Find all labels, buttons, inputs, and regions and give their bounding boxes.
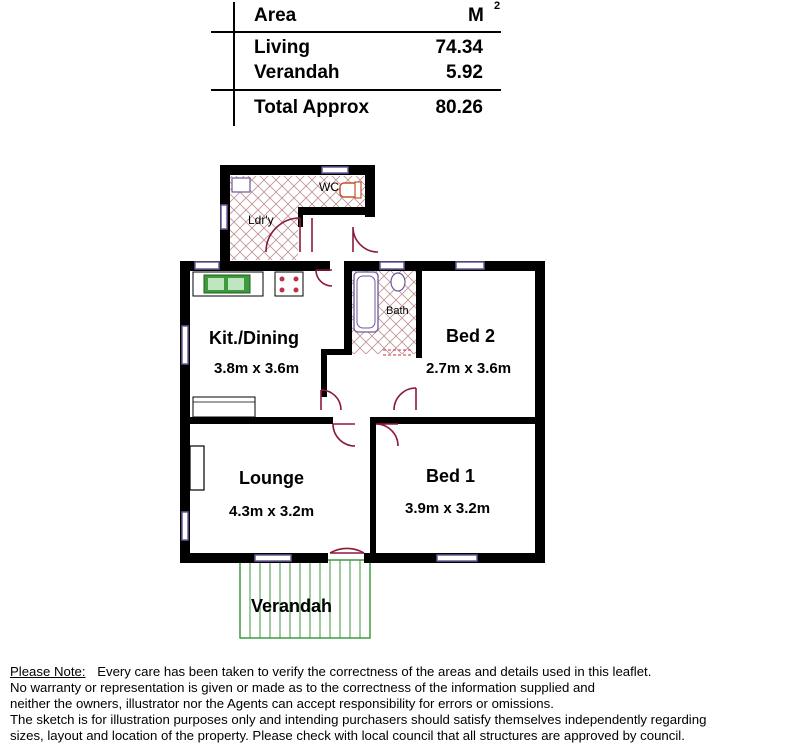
basin-icon — [391, 273, 405, 291]
kitchen-counter — [193, 397, 255, 417]
lounge-fireplace — [190, 446, 204, 490]
table-total-value: 80.26 — [435, 97, 483, 118]
lounge-size: 4.3m x 3.2m — [229, 503, 315, 520]
bed2-label: Bed 2 — [446, 326, 496, 346]
note-line: No warranty or representation is given or made as to the correctness of the information supplied and — [10, 680, 595, 695]
table-header-label: Area — [254, 5, 297, 26]
note-line: sizes, layout and location of the property. Please check with local council that all structures are approved by council. — [10, 728, 685, 743]
laundry-label: Ldr'y — [248, 213, 274, 227]
kitchen-bench — [193, 272, 263, 296]
kitchen-label: Kit./Dining — [209, 328, 299, 348]
stove-icon — [275, 272, 303, 296]
bed2-size: 2.7m x 3.6m — [426, 360, 512, 377]
bathtub-icon — [354, 272, 378, 332]
bed1-label: Bed 1 — [426, 466, 476, 486]
note-text: Every care has been taken to verify the correctness of the areas and details used in this leaflet. — [97, 664, 652, 679]
table-row-value: 74.34 — [435, 37, 483, 58]
table-row-value: 5.92 — [446, 62, 483, 83]
area-table — [0, 0, 800, 130]
table-header-rule — [211, 31, 501, 33]
table-total-label: Total Approx — [254, 97, 370, 118]
note-line — [10, 664, 795, 680]
table-row-label: Verandah — [254, 62, 340, 83]
table-row-label: Living — [254, 37, 310, 58]
bath-label: Bath — [386, 305, 409, 317]
note-line: neither the owners, illustrator nor the Agents can accept responsibility for errors or omissions. — [10, 696, 554, 711]
floor-plan — [0, 150, 800, 650]
note-heading: Please Note: — [10, 664, 86, 679]
bed1-size: 3.9m x 3.2m — [405, 500, 491, 517]
note-line: The sketch is for illustration purposes only and intending purchasers should satisfy themselves independently regarding — [10, 712, 707, 727]
toilet-icon — [340, 182, 361, 198]
verandah-label: Verandah — [251, 596, 333, 616]
lounge-label: Lounge — [239, 468, 304, 488]
table-header-unit-superscript: 2 — [494, 0, 501, 12]
table-total-rule — [211, 89, 501, 91]
laundry-tub — [232, 178, 250, 192]
disclaimer-note — [10, 664, 795, 744]
table-header-unit: M — [468, 5, 484, 26]
wc-label: WC — [319, 180, 339, 194]
table-vertical-rule — [233, 2, 235, 126]
kitchen-size: 3.8m x 3.6m — [214, 360, 300, 377]
